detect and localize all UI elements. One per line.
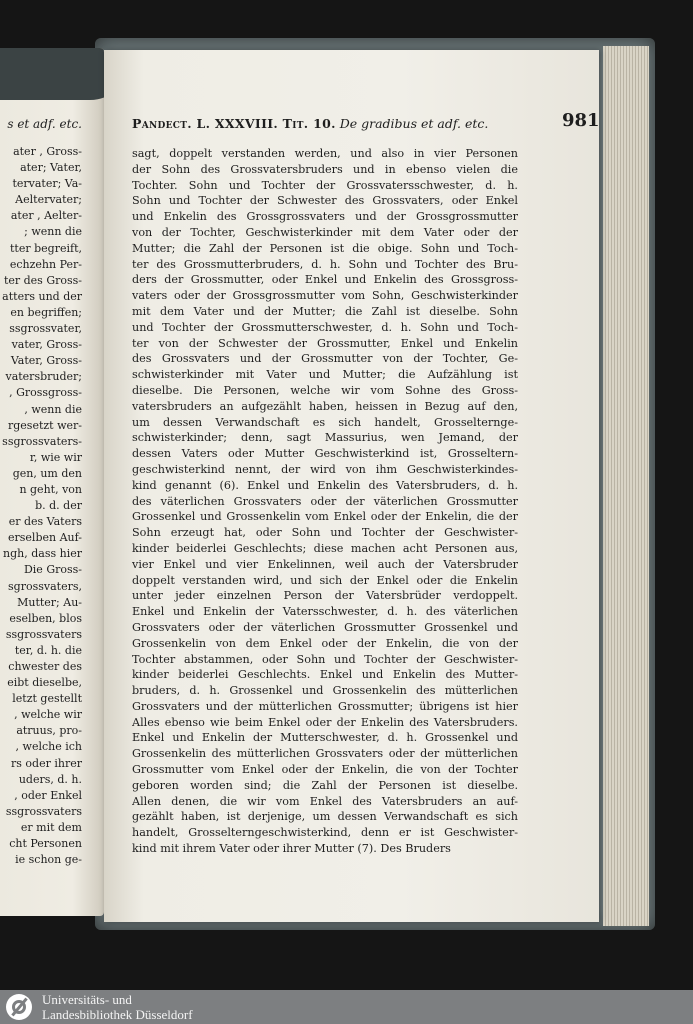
left-text-line: erselben Auf- (8, 531, 82, 545)
left-text-line: letzt gestellt (12, 692, 82, 706)
text-line: Sohn erzeugt hat, oder Sohn und Tochter der Geschwister- (132, 526, 518, 540)
left-page-text (0, 114, 82, 868)
left-text-line: Vater, Gross- (10, 354, 82, 368)
text-line: Grossenkelin von dem Enkel oder der Enkelin, die von der (132, 636, 518, 650)
library-name-line1: Universitäts- und (42, 992, 132, 1007)
left-text-line: ter, d. h. die (14, 643, 82, 657)
left-text-line: , Grossgross- (9, 386, 82, 400)
text-line: Allen denen, die wir vom Enkel des Vatersbruders an auf- (132, 794, 518, 808)
text-line: und Tochter der Grossmutterschwester, d. h. Sohn und Toch- (132, 320, 518, 334)
text-line: dessen Vaters oder Mutter Geschwisterkind ist, Grosseltern- (132, 447, 518, 461)
text-line: Grossvaters und der mütterlichen Grossmutter; übrigens ist hier (132, 699, 518, 713)
left-text-line: Die Gross- (23, 563, 82, 577)
text-line: Tochter abstammen, oder Sohn und Tochter der Geschwister- (132, 652, 518, 666)
text-line: von der Tochter, Geschwisterkinder mit dem Vater oder der (132, 225, 518, 239)
left-text-line: vater, Gross- (11, 338, 82, 352)
text-line: ders der Grossmutter, oder Enkel und Enkelin des Grossgross- (132, 273, 518, 287)
text-line: sagt, doppelt verstanden werden, und also in vier Personen (132, 147, 518, 160)
text-line: Mutter; die Zahl der Personen ist die obige. Sohn und Toch- (132, 241, 518, 255)
running-head (132, 116, 552, 131)
text-line: doppelt verstanden wird, und sich der Enkel oder die Enkelin (132, 573, 518, 587)
left-text-line: eselben, blos (9, 611, 82, 625)
text-line: geschwisterkind nennt, der wird von ihm Geschwisterkindes- (132, 462, 518, 476)
library-name-line2: Landesbibliothek Düsseldorf (42, 1007, 193, 1022)
text-line: vier Enkel und vier Enkelinnen, weil auch der Vatersbruder (132, 557, 518, 571)
text-line: kinder beiderlei Geschlechts. Enkel und Enkelin des Mutter- (132, 668, 518, 682)
text-line: des Grossvaters und der Grossmutter von der Tochter, Ge- (132, 352, 518, 366)
page-edges (603, 46, 649, 926)
left-page-lines (0, 144, 82, 868)
left-text-line: , wenn die (24, 402, 82, 416)
text-line: kind mit ihrem Vater oder ihrer Mutter (7). Des Bruders (132, 842, 451, 856)
left-text-line: Mutter; Au- (17, 595, 82, 609)
left-text-line: rgesetzt wer- (8, 418, 82, 432)
text-line: mit dem Vater und der Mutter; die Zahl ist dieselbe. Sohn (132, 304, 518, 318)
left-text-line: ater , Aelter- (10, 209, 82, 223)
library-logo-icon (6, 994, 32, 1020)
left-text-line: ssgrossvater, (9, 322, 82, 336)
text-line: des väterlichen Grossvaters oder der väterlichen Grossmutter (132, 494, 518, 508)
text-line: ter von der Schwester der Grossmutter, Enkel und Enkelin (132, 336, 518, 350)
left-text-line: atruus, pro- (16, 724, 82, 738)
left-text-line: echzehn Per- (9, 257, 82, 271)
left-text-line: ter des Gross- (3, 273, 82, 287)
text-line: Grossenkelin des mütterlichen Grossvaters oder der mütterlichen (132, 747, 518, 761)
left-text-line: , oder Enkel (14, 788, 82, 802)
text-line: der Sohn des Grossvatersbruders und in ebenso vielen die (132, 162, 518, 176)
text-line: Enkel und Enkelin der Mutterschwester, d. h. Grossenkel und (132, 731, 518, 745)
running-head-title: De gradibus et adf. etc. (339, 116, 489, 131)
right-page (104, 50, 599, 922)
left-text-line: eibt dieselbe, (7, 676, 82, 690)
left-text-line: , welche wir (14, 708, 82, 722)
text-line: gezählt haben, ist derjenige, um dessen Verwandschaft es sich (132, 810, 518, 824)
text-line: schwisterkinder; denn, sagt Massurius, wen Jemand, der (132, 431, 518, 445)
text-line: Grossenkel und Grossenkelin vom Enkel oder der Enkelin, die der (132, 510, 518, 524)
text-line: ter des Grossmutterbruders, d. h. Sohn und Tochter des Bru- (132, 257, 518, 271)
text-line: dieselbe. Die Personen, welche wir vom Sohne des Gross- (132, 383, 518, 397)
text-line: vatersbruders an aufgezählt haben, heissen in Bezug auf den, (132, 399, 518, 413)
running-head-abbrev: Pandect. L. XXXVIII. Tit. 10. (132, 116, 336, 131)
left-text-line: n geht, von (19, 482, 82, 496)
text-line: kind genannt (6). Enkel und Enkelin des Vatersbruders, d. h. (132, 478, 518, 492)
left-text-line: gen, um den (12, 466, 82, 480)
left-text-line: er des Vaters (8, 515, 82, 529)
left-text-line: rs oder ihrer (11, 756, 82, 770)
left-text-line: vatersbruder; (5, 370, 82, 384)
left-text-line: sgrossvaters, (8, 579, 82, 593)
text-line: Grossmutter vom Enkel oder der Enkelin, die von der Tochter (132, 763, 518, 777)
text-line: Alles ebenso wie beim Enkel oder der Enkelin des Vatersbruders. (132, 715, 518, 729)
left-page-curl (0, 48, 104, 100)
left-running-head: s et adf. etc. (7, 117, 82, 131)
library-footer (0, 990, 693, 1024)
left-text-line: ie schon ge- (15, 853, 82, 867)
text-line: bruders, d. h. Grossenkel und Grossenkelin des mütterlichen (132, 684, 518, 698)
left-text-line: atters und der (2, 289, 82, 303)
text-line: kinder beiderlei Geschlechts; diese machen acht Personen aus, (132, 541, 518, 555)
left-text-line: b. d. der (35, 499, 82, 513)
page-number: 981 (562, 110, 600, 131)
left-text-line: tter begreift, (10, 241, 82, 255)
left-page (0, 48, 104, 916)
left-text-line: en begriffen; (10, 305, 82, 319)
left-text-line: ssgrossvaters (5, 804, 82, 818)
text-line: und Enkelin des Grossgrossvaters und der Grossgrossmutter (132, 210, 518, 224)
text-line: um dessen Verwandschaft es sich handelt, Grosselternge- (132, 415, 518, 429)
left-text-line: cht Personen (9, 837, 82, 851)
text-line: Sohn und Tochter der Schwester des Grossvaters, oder Enkel (132, 194, 518, 208)
left-text-line: ngh, dass hier (3, 547, 82, 561)
left-text-line: er mit dem (20, 820, 82, 834)
body-text (132, 146, 518, 857)
text-line: Enkel und Enkelin der Vatersschwester, d. h. des väterlichen (132, 605, 518, 619)
left-text-line: , welche ich (15, 740, 82, 754)
left-text-line: ssgrossvaters- (2, 434, 82, 448)
text-line: handelt, Grosselterngeschwisterkind, denn er ist Geschwister- (132, 826, 518, 840)
left-text-line: ; wenn die (24, 225, 82, 239)
text-line: vaters oder der Grossgrossmutter vom Sohn, Geschwisterkinder (132, 289, 518, 303)
text-line: unter jeder einzelnen Person der Vatersbrüder verdoppelt. (132, 589, 518, 603)
left-text-line: tervater; Va- (12, 177, 82, 191)
text-line: Tochter. Sohn und Tochter der Grossvatersschwester, d. h. (132, 178, 518, 192)
left-text-line: chwester des (8, 660, 82, 673)
left-text-line: ssgrossvaters (5, 627, 82, 641)
text-line: geboren worden sind; die Zahl der Personen ist dieselbe. (132, 778, 518, 792)
left-text-line: uders, d. h. (18, 772, 82, 786)
text-line: schwisterkinder mit Vater und Mutter; die Aufzählung ist (132, 368, 518, 382)
left-text-line: ater; Vater, (20, 161, 82, 175)
left-text-line: ater , Gross- (13, 145, 82, 158)
left-text-line: r, wie wir (29, 450, 82, 464)
left-text-line: Aeltervater; (15, 193, 82, 207)
text-line: Grossvaters oder der väterlichen Grossmutter Grossenkel und (132, 620, 518, 634)
